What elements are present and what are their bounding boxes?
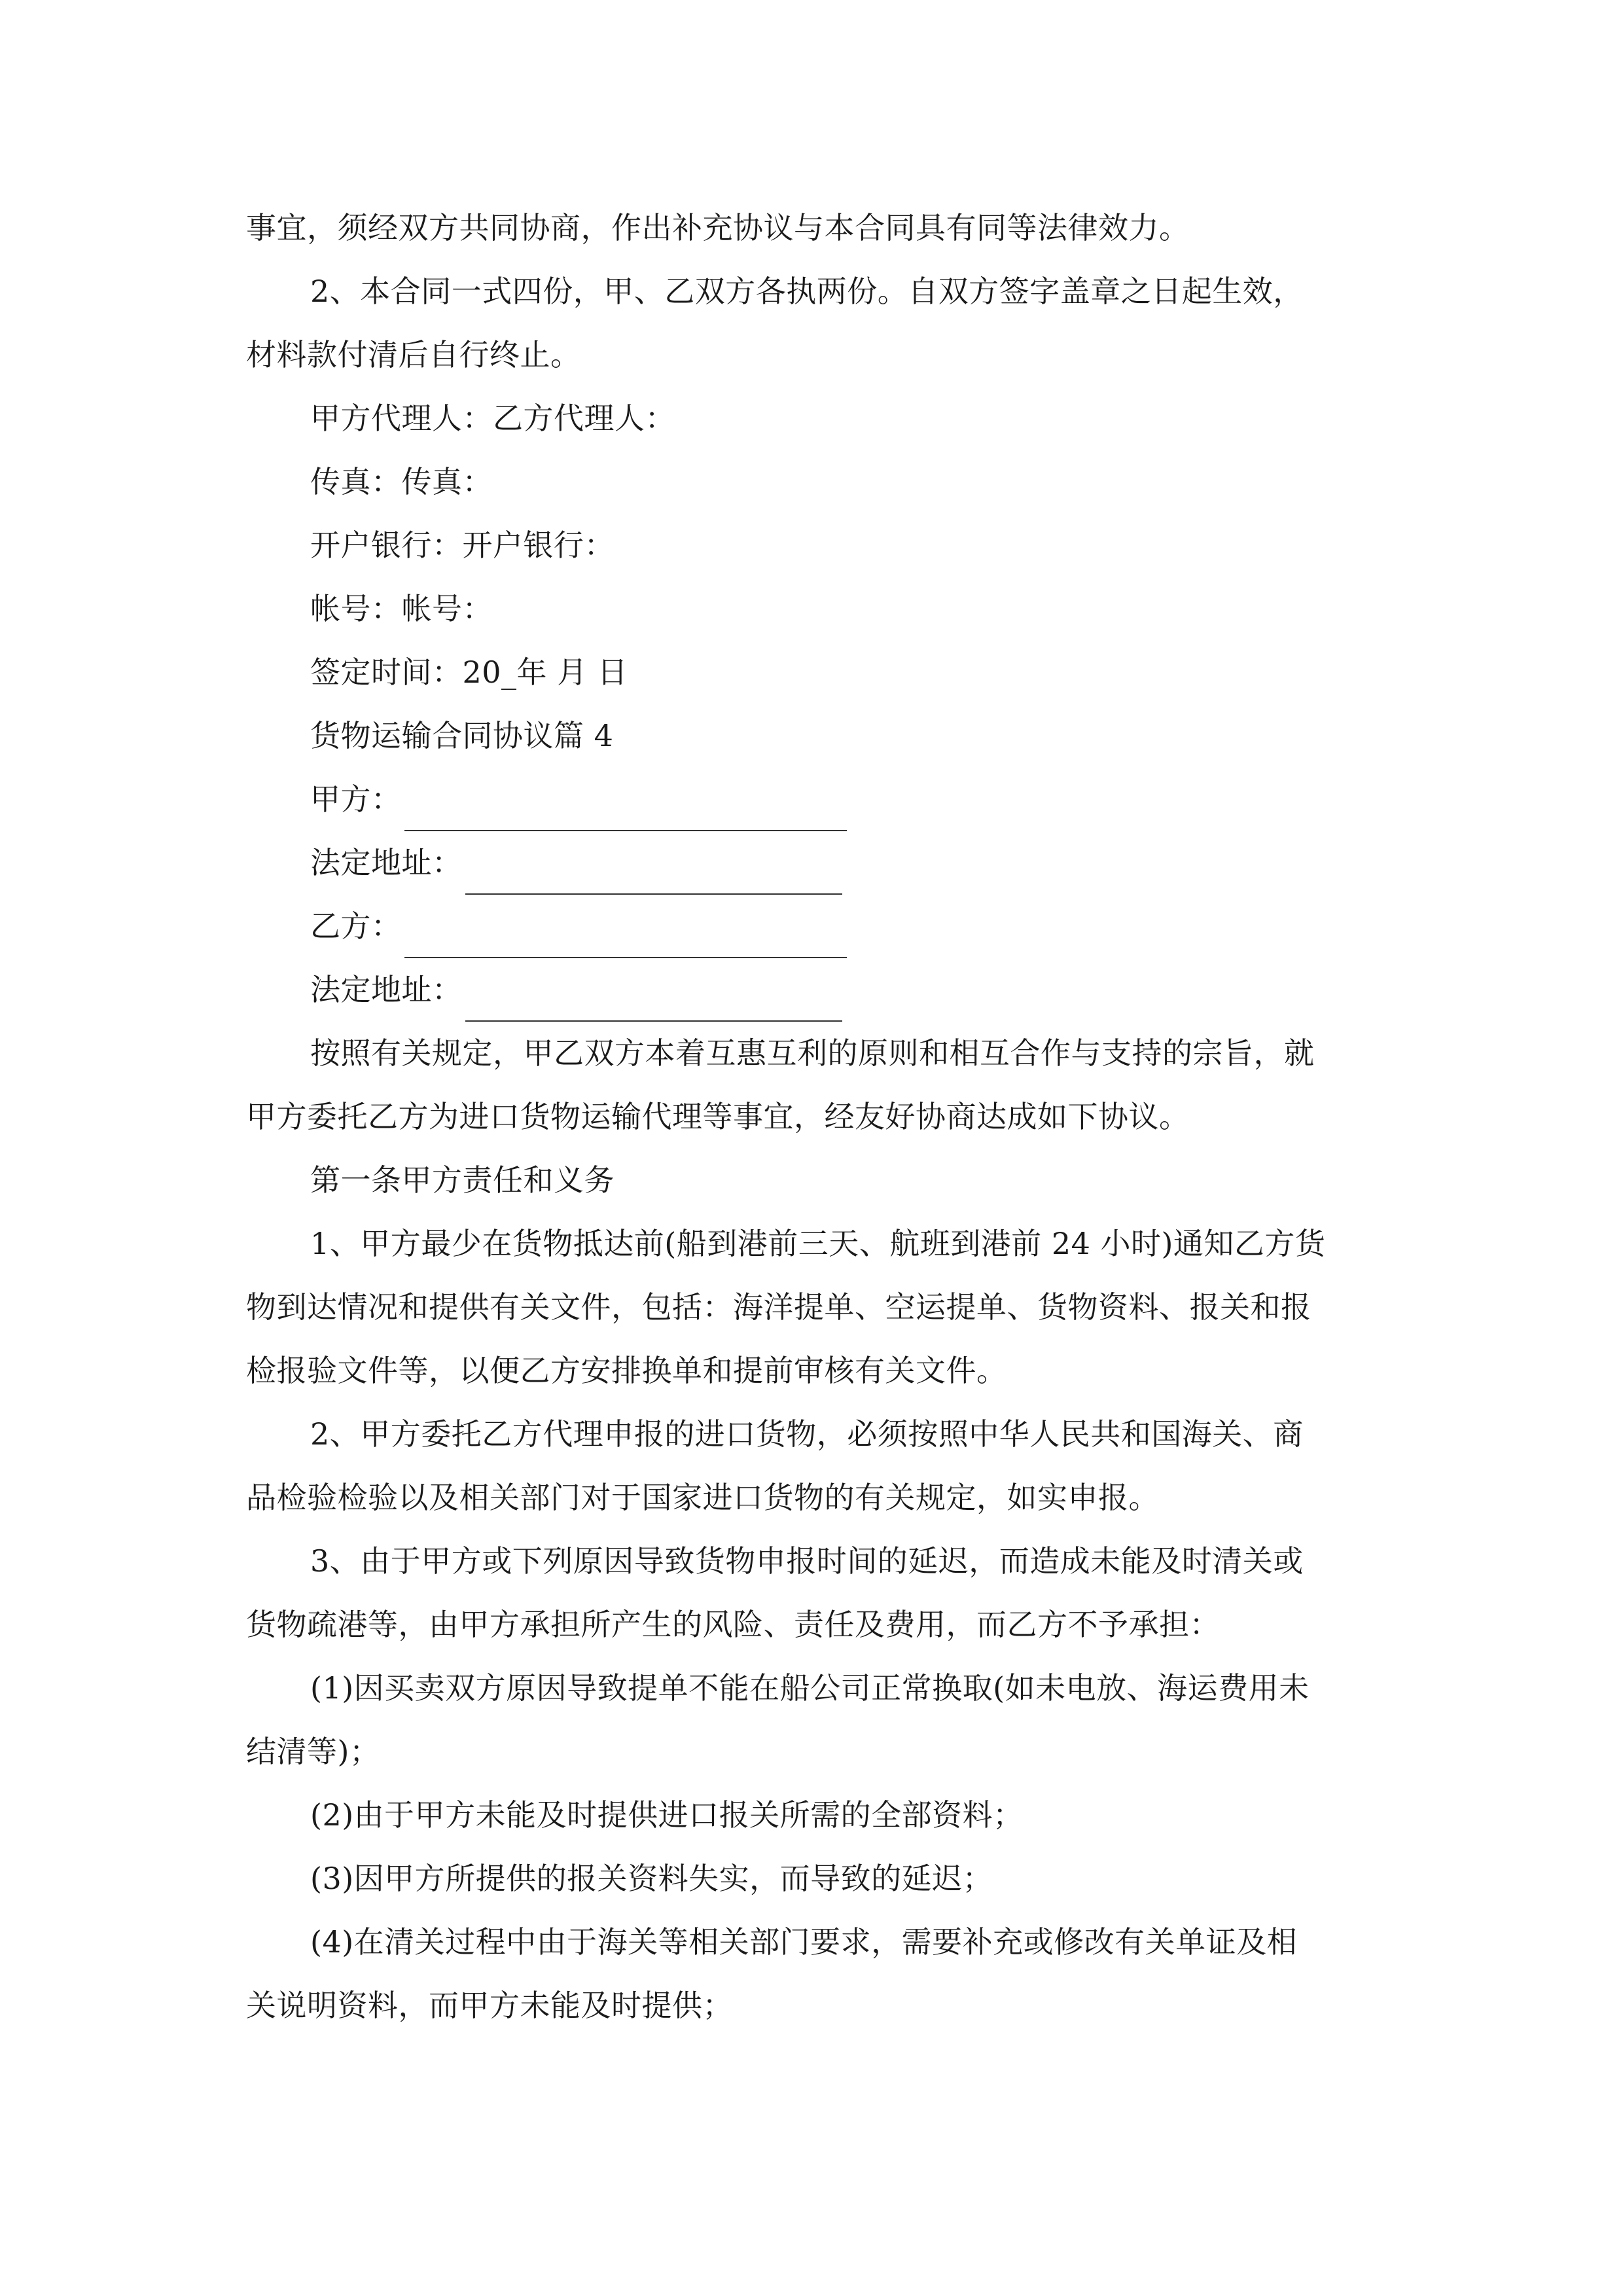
field-label: 乙方： (310, 908, 402, 944)
text-line: 检报验文件等，以便乙方安排换单和提前审核有关文件。 (246, 1353, 1007, 1388)
text-line: (1)因买卖双方原因导致提单不能在船公司正常换取(如未电放、海运费用未 (310, 1670, 1310, 1706)
text-line: 品检验检验以及相关部门对于国家进口货物的有关规定，如实申报。 (246, 1480, 1159, 1515)
signing-date-line: 签定时间：20_年 月 日 (310, 655, 628, 690)
blank-underline (465, 978, 842, 1022)
party-a-field (246, 768, 1380, 831)
agent-line: 甲方代理人：乙方代理人： (310, 401, 675, 436)
text-line: 关说明资料，而甲方未能及时提供； (246, 1988, 733, 2023)
document-body (246, 196, 1380, 2037)
account-line: 帐号：帐号： (310, 591, 493, 626)
text-line: (2)由于甲方未能及时提供进口报关所需的全部资料； (310, 1797, 1024, 1833)
blank-underline (404, 788, 847, 831)
text-line: 货物疏港等，由甲方承担所产生的风险、责任及费用，而乙方不予承担： (246, 1607, 1220, 1642)
field-label: 法定地址： (310, 845, 463, 880)
blank-underline (465, 852, 842, 895)
text-line: 2、甲方委托乙方代理申报的进口货物，必须按照中华人民共和国海关、商 (310, 1416, 1304, 1452)
field-label: 甲方： (310, 781, 402, 817)
party-b-field (246, 895, 1380, 958)
bank-line: 开户银行：开户银行： (310, 528, 615, 563)
fax-line: 传真：传真： (310, 464, 493, 499)
party-a-address-field (246, 831, 1380, 895)
party-b-address-field (246, 958, 1380, 1022)
text-line: 2、本合同一式四份，甲、乙双方各执两份。自双方签字盖章之日起生效， (310, 274, 1304, 309)
text-line: 3、由于甲方或下列原因导致货物申报时间的延迟，而造成未能及时清关或 (310, 1543, 1304, 1579)
text-line: (4)在清关过程中由于海关等相关部门要求，需要补充或修改有关单证及相 (310, 1924, 1298, 1960)
blank-underline (404, 915, 847, 958)
text-line: 事宜，须经双方共同协商，作出补充协议与本合同具有同等法律效力。 (246, 210, 1190, 245)
text-line: 物到达情况和提供有关文件，包括：海洋提单、空运提单、货物资料、报关和报 (246, 1289, 1311, 1325)
section-heading: 货物运输合同协议篇 4 (310, 718, 614, 753)
text-line: 甲方委托乙方为进口货物运输代理等事宜，经友好协商达成如下协议。 (246, 1099, 1190, 1134)
text-line: 按照有关规定，甲乙双方本着互惠互利的原则和相互合作与支持的宗旨，就 (310, 1035, 1315, 1071)
text-line: 材料款付清后自行终止。 (246, 337, 581, 372)
text-line: 1、甲方最少在货物抵达前(船到港前三天、航班到港前 24 小时)通知乙方货 (310, 1226, 1326, 1261)
article-heading: 第一条甲方责任和义务 (310, 1162, 615, 1198)
field-label: 法定地址： (310, 972, 463, 1007)
text-line: (3)因甲方所提供的报关资料失实，而导致的延迟； (310, 1861, 993, 1896)
text-line: 结清等)； (246, 1734, 380, 1769)
